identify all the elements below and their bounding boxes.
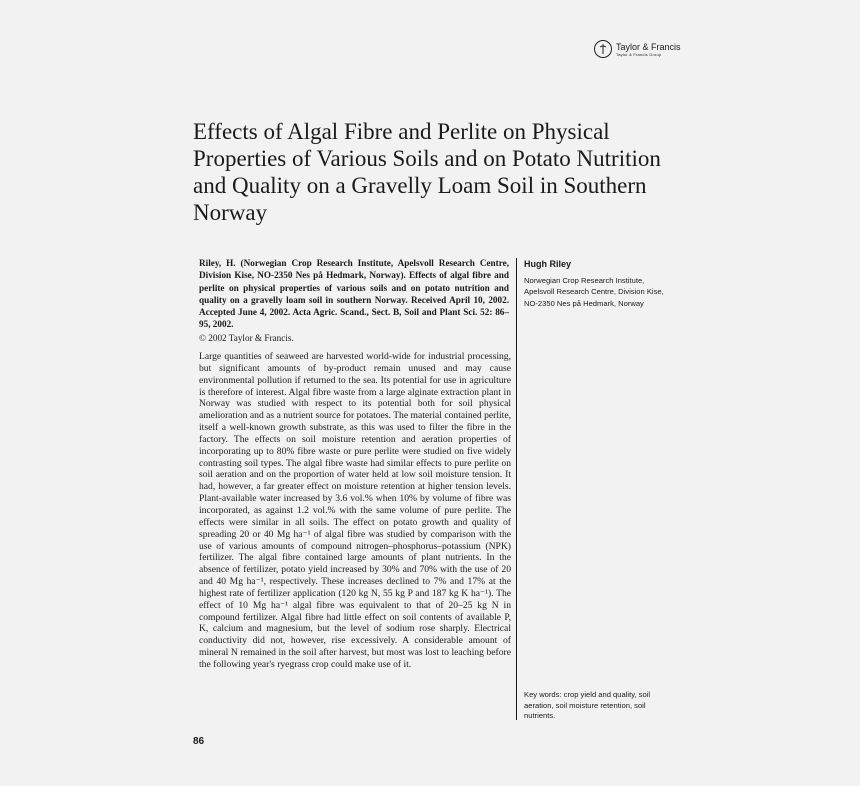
abstract-text: Large quantities of seaweed are harvested world-wide for industrial processing, but significant amounts of by-product remain unused and may cause environmental pollution if returned to the sea. Its potential for use in agriculture is therefore of interest. Algal fibre waste from a large alginate extraction plant in Norway was studied with respect to its potential both for soil physical amelioration and as a nutrient source for potatoes. The material contained perlite, itself a well-known growth substrate, as this was used to filter the fibre in the factory. The effects on soil moisture retention and aeration properties of incorporating up to 80% fibre waste or pure perlite were studied on five widely contrasting soil types. The algal fibre waste had similar effects to pure perlite on soil aeration and on the proportion of water held at low soil moisture tension. It had, however, a far greater effect on moisture retention at higher tension levels. Plant-available water increased by 3.6 vol.% when 10% by volume of fibre was incorporated, as against 1.2 vol.% with the same volume of pure perlite. The effects were similar in all soils. The effect on potato growth and quality of spreading 20 or 40 Mg ha⁻¹ of algal fibre was studied by comparison with the use of various amounts of compound nitrogen–phosphorus–potassium (NPK) fertilizer. The algal fibre contained large amounts of plant nutrients. In the absence of fertilizer, potato yield increased by 30% and 70% with the use of 20 and 40 Mg ha⁻¹, respectively. These increases declined to 7% and 17% at the highest rate of fertilizer application (120 kg N, 55 kg P and 187 kg K ha⁻¹). The effect of 10 Mg ha⁻¹ algal fibre was equivalent to that of 20–25 kg N in compound fertilizer. Algal fibre had little effect on soil contents of available P, K, calcium and magnesium, but the level of sodium rose sharply. Electrical conductivity did not, however, rise excessively. A considerable amount of mineral N remained in the soil after harvest, but most was lost to leaching before the following year's ryegrass crop could make use of it. <box>199 351 511 670</box>
publisher-tagline: Taylor & Francis Group <box>616 51 662 57</box>
citation-block: Riley, H. (Norwegian Crop Research Institute, Apelsvoll Research Centre, Division Kise, NO-2350 Nes på Hedmark, Norway). Effects of algal fibre and perlite on physical properties of various soils and on potato nutrition and quality on a gravelly loam soil in southern Norway. Received April 10, 2002. Accepted June 4, 2002. Acta Agric. Scand., Sect. B, Soil and Plant Sci. 52: 86–95, 2002. <box>199 258 509 330</box>
article-title: Effects of Algal Fibre and Perlite on Physical Properties of Various Soils and on Potato Nutrition and Quality on a Gravelly Loam Soil in Southern Norway <box>193 119 661 225</box>
page-number: 86 <box>193 736 205 747</box>
author-name: Hugh Riley <box>524 259 572 269</box>
publisher-logo-icon <box>594 40 612 58</box>
author-affiliation: Norwegian Crop Research Institute, Apelsvoll Research Centre, Division Kise, NO-2350 Nes på Hedmark, Norway <box>524 276 664 308</box>
keywords: Key words: crop yield and quality, soil aeration, soil moisture retention, soil nutrients. <box>524 690 651 720</box>
author-block <box>524 258 674 309</box>
copyright-line: © 2002 Taylor & Francis. <box>199 333 294 343</box>
publisher-name: Taylor & Francis <box>616 41 681 52</box>
column-divider <box>516 258 517 720</box>
publisher-logo <box>594 40 681 58</box>
